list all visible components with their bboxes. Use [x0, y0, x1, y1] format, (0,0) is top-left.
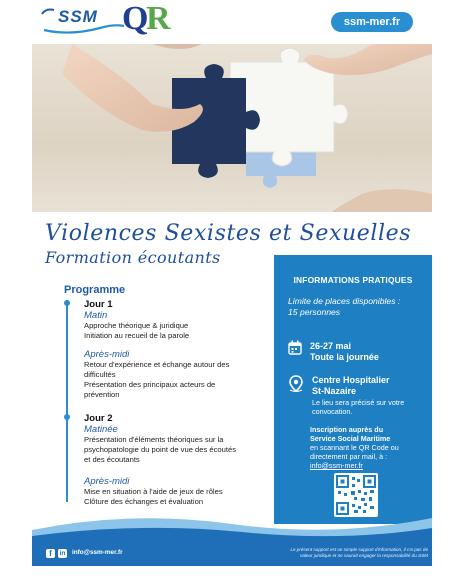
website-badge[interactable]: ssm-mer.fr	[331, 12, 413, 32]
dates-duration: Toute la journée	[310, 352, 379, 362]
registration-line: en scannant le QR Code ou	[310, 443, 399, 452]
ssm-logo	[40, 6, 126, 34]
location-city: St-Nazaire	[312, 386, 357, 396]
day1-morning-label: Matin	[84, 310, 108, 321]
capacity-value: 15 personnes	[288, 307, 341, 317]
footer-email-link[interactable]: info@ssm-mer.fr	[72, 549, 123, 556]
day1-label: Jour 1	[84, 299, 113, 310]
day2-afternoon-line: Clôture des échanges et évaluation	[84, 497, 204, 506]
registration-org: Service Social Maritime	[310, 434, 391, 443]
registration-line: Inscription auprès du	[310, 425, 384, 434]
registration-email-link[interactable]: info@ssm-mer.fr	[310, 461, 363, 470]
day1-afternoon-line: Présentation des principaux acteurs de	[84, 380, 216, 389]
info-heading: INFORMATIONS PRATIQUES	[293, 275, 413, 285]
location-pin-icon	[288, 375, 304, 398]
info-panel	[274, 255, 432, 524]
day1-afternoon-line: difficultés	[84, 370, 116, 379]
day2-afternoon-line: Mise en situation à l'aide de jeux de rôles	[84, 487, 223, 496]
calendar-icon	[288, 340, 302, 360]
timeline-dot	[64, 414, 70, 420]
partner-logo: Q R	[122, 0, 171, 37]
day2-afternoon-label: Après-midi	[84, 476, 130, 487]
day1-afternoon-line: prévention	[84, 390, 120, 399]
programme-timeline	[66, 300, 68, 502]
location-name: Centre Hospitalier	[312, 375, 390, 385]
footer-wave	[32, 500, 432, 544]
registration-line: directement par mail, à :	[310, 452, 388, 461]
timeline-dot	[64, 300, 70, 306]
disclaimer-line: valeur juridique et ne saurait engager la responsabilité du SSM	[300, 553, 428, 558]
day1-afternoon-line: Retour d'expérience et échange autour des	[84, 360, 230, 369]
legal-disclaimer	[268, 547, 428, 559]
day2-morning-line: et des écoutants	[84, 455, 140, 464]
dates-value: 26-27 mai	[310, 341, 352, 351]
day2-morning-label: Matinée	[84, 424, 118, 435]
day1-afternoon-block	[84, 349, 270, 400]
day2-block	[84, 413, 270, 465]
day2-morning-line: Présentation d'éléments théoriques sur la	[84, 435, 224, 444]
facebook-icon[interactable]: f	[46, 549, 55, 558]
day1-block	[84, 299, 270, 341]
day1-afternoon-label: Après-midi	[84, 349, 130, 360]
programme-heading: Programme	[64, 284, 126, 296]
hero-photo-puzzle	[32, 44, 432, 212]
training-dates	[310, 341, 379, 363]
day1-morning-line: Approche théorique & juridique	[84, 321, 189, 330]
page-subtitle: Formation écoutants	[45, 248, 221, 267]
registration-info	[310, 425, 428, 470]
day2-label: Jour 2	[84, 413, 113, 424]
capacity-note	[288, 296, 426, 318]
disclaimer-line: Le présent support est un simple support d'information, il n'a pas de	[290, 547, 428, 552]
page-title: Violences Sexistes et Sexuelles	[45, 221, 412, 246]
location-note: Le lieu sera précisé sur votre convocation.	[312, 398, 405, 416]
linkedin-icon[interactable]: in	[59, 550, 66, 557]
footer-bar	[32, 542, 432, 566]
capacity-line: Limite de places disponibles :	[288, 296, 401, 306]
day1-morning-line: Initiation au recueil de la parole	[84, 331, 190, 340]
ssm-logo-text: SSM	[58, 7, 98, 26]
training-location	[312, 375, 390, 397]
day2-morning-line: psychopatologie du point de vue des écoutés	[84, 445, 236, 454]
